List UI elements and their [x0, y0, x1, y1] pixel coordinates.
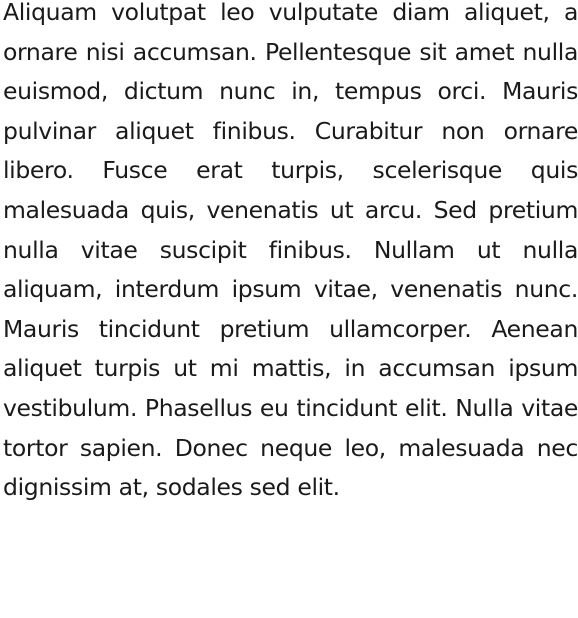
- document-page: [3, 0, 578, 515]
- body-paragraph: Aliquam volutpat leo vulputate diam aliquet, a ornare nisi accumsan. Pellentesque sit amet nulla euismod, dictum nunc in, tempus orci. Mauris pulvinar aliquet finibus. Curabitur non ornare libero. Fusce erat turpis, scelerisque quis malesuada quis, venenatis ut arcu. Sed pretium nulla vitae suscipit finibus. Nullam ut nulla aliquam, interdum ipsum vitae, venenatis nunc. Mauris tincidunt pretium ullamcorper. Aenean aliquet turpis ut mi mattis, in accumsan ipsum vestibulum. Phasellus eu tincidunt elit. Nulla vitae tortor sapien. Donec neque leo, malesuada nec dignissim at, sodales sed elit.: [3, 0, 578, 502]
